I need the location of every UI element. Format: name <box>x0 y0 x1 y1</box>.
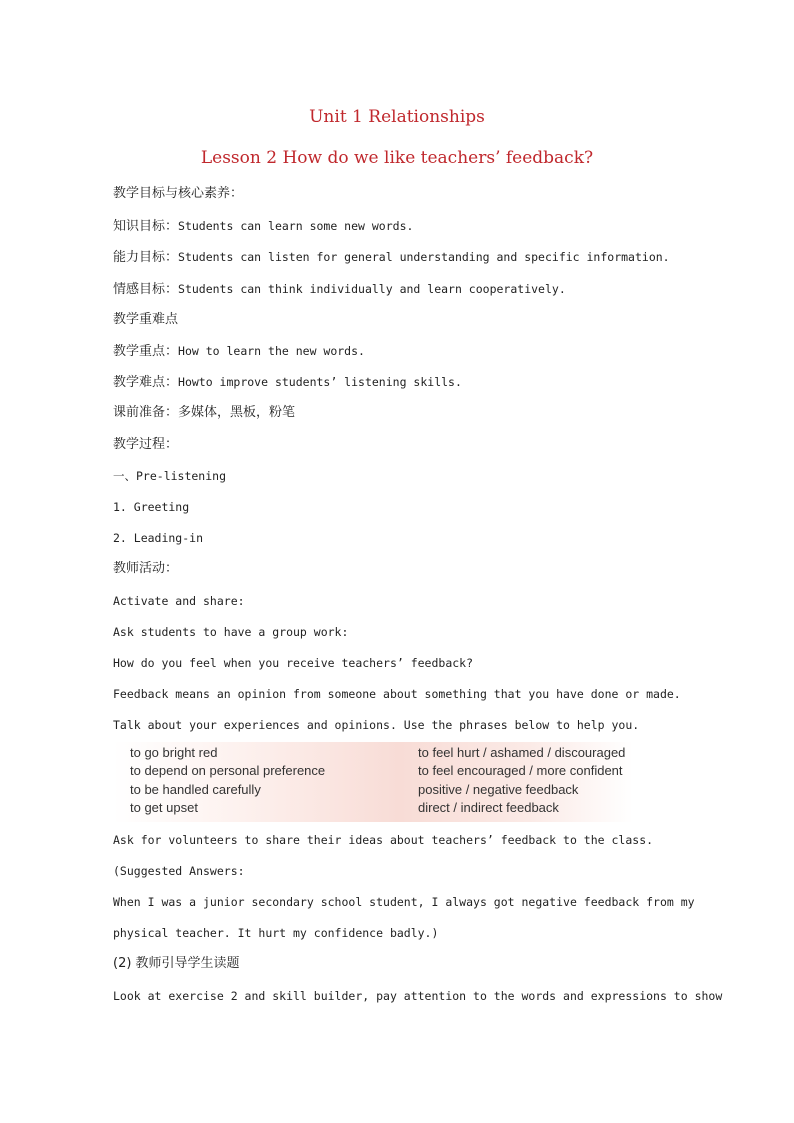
group-work: Ask students to have a group work: <box>113 625 349 639</box>
difficult-point-text: Howto improve students’ listening skills. <box>178 375 462 389</box>
phrase-left-1: to go bright red <box>130 745 218 760</box>
answer-line-1: When I was a junior secondary school student, I always got negative feedback from my <box>113 895 695 909</box>
teacher-activity-heading: 教师活动： <box>113 561 179 576</box>
phrase-left-4: to get upset <box>130 800 198 815</box>
key-point-text: How to learn the new words. <box>178 344 365 358</box>
phrase-left-2: to depend on personal preference <box>130 763 326 778</box>
knowledge-label: 知识目标： <box>113 219 179 234</box>
phrase-right-1: to feel hurt / ashamed / discouraged <box>418 745 626 760</box>
key-point-label: 教学重点： <box>113 344 179 359</box>
knowledge-text: Students can learn some new words. <box>178 219 414 233</box>
answer-line-2: physical teacher. It hurt my confidence badly.) <box>113 926 439 940</box>
feedback-definition: Feedback means an opinion from someone about something that you have done or made. <box>113 687 681 701</box>
exercise-instruction: Look at exercise 2 and skill builder, pay attention to the words and expressions to show <box>113 989 723 1003</box>
lesson-title: Lesson 2 How do we like teachers’ feedback? <box>200 148 594 168</box>
phrase-right-4: direct / indirect feedback <box>418 800 559 815</box>
phrase-right-3: positive / negative feedback <box>418 782 579 797</box>
talk-instruction: Talk about your experiences and opinions. Use the phrases below to help you. <box>113 718 640 732</box>
preparation: 课前准备：多媒体，黑板，粉笔 <box>113 405 296 420</box>
ability-text: Students can listen for general understanding and specific information. <box>178 250 670 264</box>
ability-label: 能力目标： <box>113 250 179 265</box>
emotion-text: Students can think individually and learn cooperatively. <box>178 282 566 296</box>
knowledge-objective <box>113 219 413 234</box>
unit-title: Unit 1 Relationships <box>309 107 485 127</box>
phrase-right-2: to feel encouraged / more confident <box>418 763 623 778</box>
phrase-left-3: to be handled carefully <box>130 782 261 797</box>
difficult-point <box>113 375 462 390</box>
step-greeting: 1. Greeting <box>113 500 190 514</box>
feedback-question: How do you feel when you receive teachers’ feedback? <box>113 656 474 670</box>
emotion-objective <box>113 282 566 297</box>
ability-objective <box>113 250 670 265</box>
emotion-label: 情感目标： <box>113 282 179 297</box>
key-point <box>113 344 365 359</box>
suggested-answers-label: (Suggested Answers: <box>113 864 245 878</box>
guide-heading: (2) 教师引导学生读题 <box>113 956 240 971</box>
volunteers-instruction: Ask for volunteers to share their ideas about teachers’ feedback to the class. <box>113 833 654 847</box>
pre-listening-heading: 一、Pre-listening <box>113 469 227 483</box>
objectives-heading: 教学目标与核心素养： <box>113 186 244 201</box>
phrase-box <box>113 742 633 822</box>
process-heading: 教学过程： <box>113 437 179 452</box>
step-leading-in: 2. Leading-in <box>113 531 204 545</box>
difficult-point-label: 教学难点： <box>113 375 179 390</box>
key-difficult-heading: 教学重难点 <box>113 312 179 327</box>
activate-share: Activate and share: <box>113 594 245 608</box>
